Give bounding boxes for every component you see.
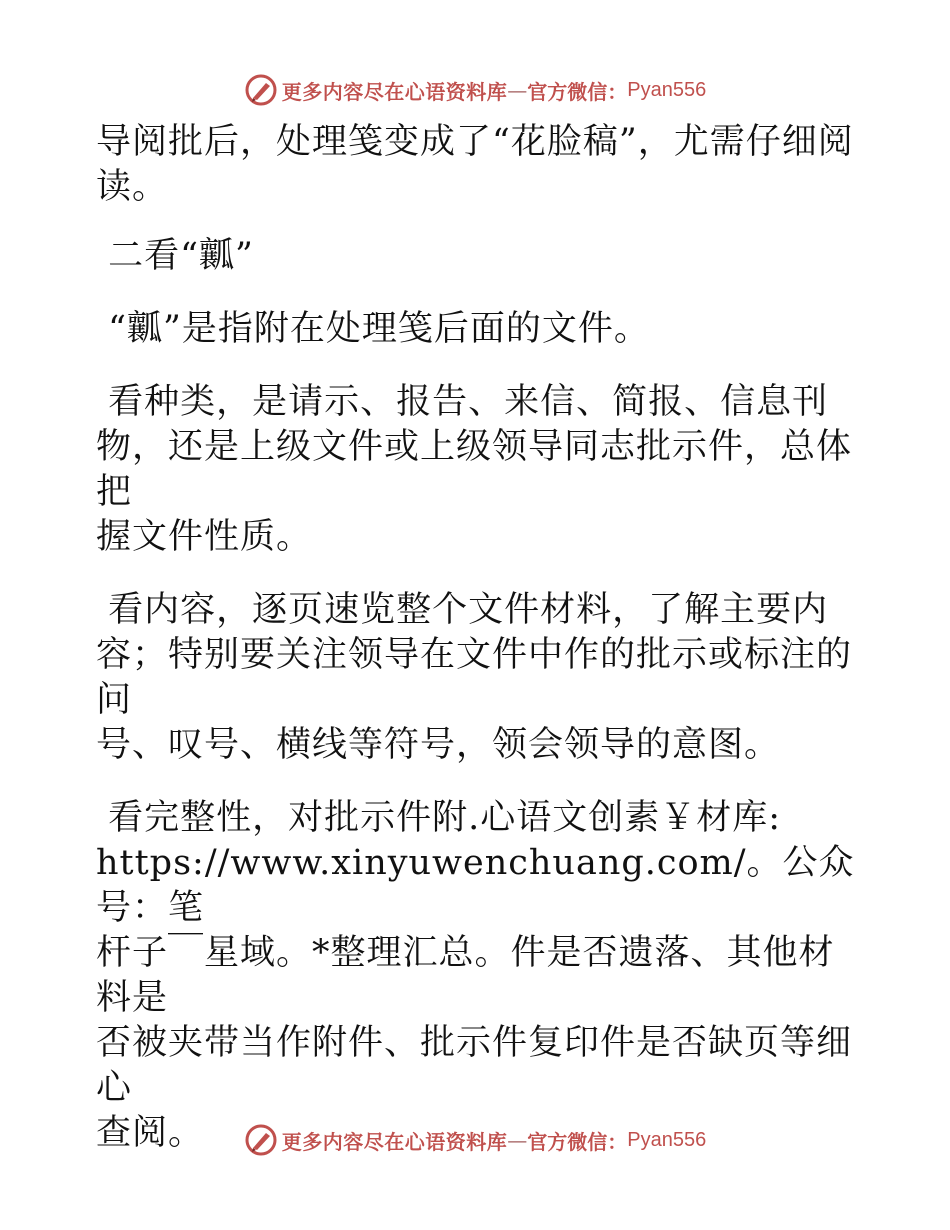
- paragraph-1: 导阅批后，处理笺变成了“花脸稿”，尤需仔细阅 读。: [96, 122, 854, 207]
- pen-logo-icon: [244, 1123, 278, 1157]
- section-heading: 二看“瓤”: [96, 236, 254, 276]
- paragraph-5: 看完整性，对批示件附.心语文创素￥材库: https://www.xinyuwenchuang.com/。公众号：笔 杆子￣星域。*整理汇总。件是否遗落、其他材料是 否被夹带当作附件、批示件复印件是否缺页等细心 查阅。: [96, 798, 855, 1153]
- paragraph-4: 看内容，逐页速览整个文件材料，了解主要内 容；特别要关注领导在文件中作的批示或标注的问 号、叹号、横线等符号，领会领导的意图。: [96, 590, 853, 765]
- footer-banner-wechat-id: Pyan556: [627, 1128, 707, 1151]
- footer-banner-wechat-label: 官方微信：: [527, 1129, 628, 1154]
- header-banner-separator: —: [507, 78, 528, 102]
- document-body: [96, 120, 856, 1156]
- footer-banner: [0, 1120, 950, 1160]
- paragraph-3: 看种类，是请示、报告、来信、简报、信息刊 物，还是上级文件或上级领导同志批示件，总体把 握文件性质。: [96, 382, 853, 557]
- header-banner-wechat-label: 官方微信：: [527, 79, 628, 104]
- footer-banner-title: 更多内容尽在心语资料库: [281, 1129, 508, 1154]
- header-banner-wechat-id: Pyan556: [627, 78, 707, 101]
- pen-logo-icon: [244, 73, 278, 107]
- header-banner-title: 更多内容尽在心语资料库: [281, 79, 508, 104]
- paragraph-2: “瓤”是指附在处理笺后面的文件。: [96, 309, 650, 349]
- footer-banner-separator: —: [507, 1128, 528, 1152]
- header-banner: [0, 70, 950, 110]
